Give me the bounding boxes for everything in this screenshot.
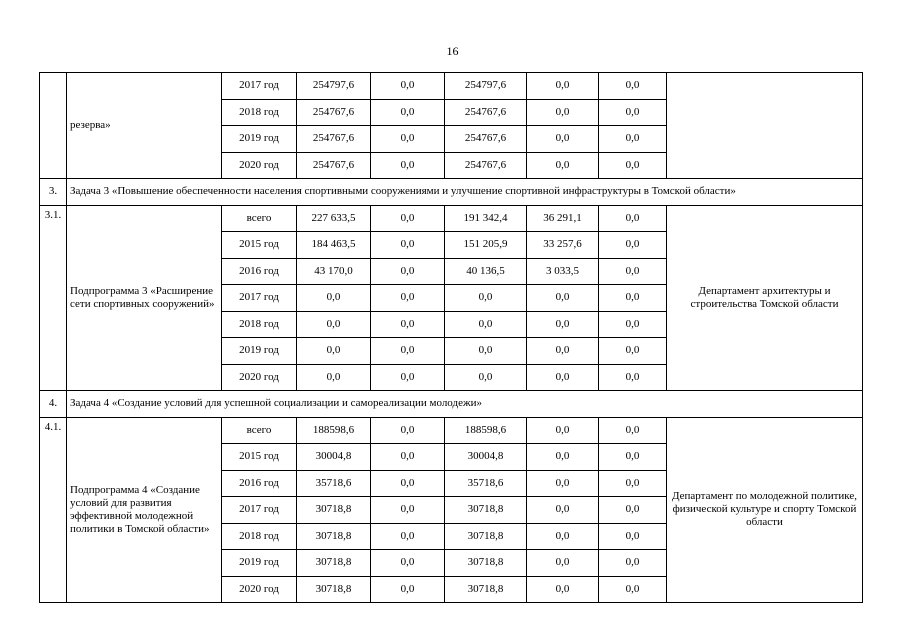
year-cell: 2016 год [222, 258, 297, 285]
extra-cell: 0,0 [599, 232, 667, 259]
year-cell: 2017 год [222, 497, 297, 524]
regional-cell: 0,0 [445, 364, 527, 391]
total-cell: 43 170,0 [297, 258, 371, 285]
extra-cell: 0,0 [599, 417, 667, 444]
section-row [40, 179, 863, 206]
local-cell: 0,0 [527, 497, 599, 524]
total-cell: 35718,6 [297, 470, 371, 497]
regional-cell: 0,0 [445, 311, 527, 338]
year-cell: 2017 год [222, 73, 297, 100]
local-cell: 0,0 [527, 470, 599, 497]
total-cell: 227 633,5 [297, 205, 371, 232]
extra-cell: 0,0 [599, 99, 667, 126]
table-row [40, 417, 863, 444]
regional-cell: 35718,6 [445, 470, 527, 497]
extra-cell: 0,0 [599, 576, 667, 603]
local-cell: 0,0 [527, 73, 599, 100]
regional-cell: 30718,8 [445, 497, 527, 524]
extra-cell: 0,0 [599, 364, 667, 391]
total-cell: 254767,6 [297, 99, 371, 126]
extra-cell: 0,0 [599, 311, 667, 338]
federal-cell: 0,0 [371, 523, 445, 550]
item-number: 4.1. [40, 417, 67, 603]
local-cell: 0,0 [527, 152, 599, 179]
extra-cell: 0,0 [599, 444, 667, 471]
section-number: 3. [40, 179, 67, 206]
federal-cell: 0,0 [371, 550, 445, 577]
year-cell: 2017 год [222, 285, 297, 312]
total-cell: 0,0 [297, 364, 371, 391]
federal-cell: 0,0 [371, 417, 445, 444]
extra-cell: 0,0 [599, 523, 667, 550]
year-cell: 2019 год [222, 550, 297, 577]
page-number: 16 [446, 44, 459, 58]
year-cell: всего [222, 417, 297, 444]
budget-table [39, 72, 863, 603]
regional-cell: 40 136,5 [445, 258, 527, 285]
item-name: Подпрограмма 4 «Создание условий для развития эффективной молодежной политики в Томской области» [67, 417, 222, 603]
extra-cell: 0,0 [599, 338, 667, 365]
federal-cell: 0,0 [371, 364, 445, 391]
regional-cell: 0,0 [445, 338, 527, 365]
extra-cell: 0,0 [599, 285, 667, 312]
federal-cell: 0,0 [371, 99, 445, 126]
regional-cell: 191 342,4 [445, 205, 527, 232]
section-title: Задача 4 «Создание условий для успешной социализации и самореализации молодежи» [67, 391, 863, 418]
local-cell: 0,0 [527, 417, 599, 444]
federal-cell: 0,0 [371, 311, 445, 338]
federal-cell: 0,0 [371, 205, 445, 232]
local-cell: 0,0 [527, 126, 599, 153]
local-cell: 0,0 [527, 99, 599, 126]
total-cell: 0,0 [297, 311, 371, 338]
year-cell: 2018 год [222, 523, 297, 550]
year-cell: 2015 год [222, 232, 297, 259]
total-cell: 0,0 [297, 338, 371, 365]
regional-cell: 254767,6 [445, 152, 527, 179]
federal-cell: 0,0 [371, 285, 445, 312]
local-cell: 0,0 [527, 550, 599, 577]
federal-cell: 0,0 [371, 126, 445, 153]
regional-cell: 188598,6 [445, 417, 527, 444]
regional-cell: 30718,8 [445, 550, 527, 577]
executor-cell [667, 73, 863, 179]
year-cell: 2019 год [222, 126, 297, 153]
regional-cell: 151 205,9 [445, 232, 527, 259]
federal-cell: 0,0 [371, 232, 445, 259]
extra-cell: 0,0 [599, 152, 667, 179]
local-cell: 0,0 [527, 285, 599, 312]
total-cell: 30004,8 [297, 444, 371, 471]
year-cell: 2019 год [222, 338, 297, 365]
year-cell: 2018 год [222, 99, 297, 126]
federal-cell: 0,0 [371, 152, 445, 179]
section-number: 4. [40, 391, 67, 418]
local-cell: 0,0 [527, 444, 599, 471]
section-row [40, 391, 863, 418]
extra-cell: 0,0 [599, 497, 667, 524]
extra-cell: 0,0 [599, 73, 667, 100]
year-cell: всего [222, 205, 297, 232]
extra-cell: 0,0 [599, 205, 667, 232]
table-row [40, 73, 863, 100]
total-cell: 30718,8 [297, 497, 371, 524]
total-cell: 30718,8 [297, 550, 371, 577]
federal-cell: 0,0 [371, 73, 445, 100]
item-number [40, 73, 67, 179]
federal-cell: 0,0 [371, 576, 445, 603]
year-cell: 2018 год [222, 311, 297, 338]
local-cell: 36 291,1 [527, 205, 599, 232]
year-cell: 2020 год [222, 364, 297, 391]
year-cell: 2020 год [222, 576, 297, 603]
regional-cell: 30718,8 [445, 576, 527, 603]
executor-cell: Департамент по молодежной политике, физической культуре и спорту Томской области [667, 417, 863, 603]
federal-cell: 0,0 [371, 258, 445, 285]
total-cell: 254767,6 [297, 126, 371, 153]
executor-cell: Департамент архитектуры и строительства Томской области [667, 205, 863, 391]
extra-cell: 0,0 [599, 258, 667, 285]
regional-cell: 0,0 [445, 285, 527, 312]
total-cell: 0,0 [297, 285, 371, 312]
table-row [40, 205, 863, 232]
total-cell: 254767,6 [297, 152, 371, 179]
local-cell: 3 033,5 [527, 258, 599, 285]
total-cell: 188598,6 [297, 417, 371, 444]
regional-cell: 30718,8 [445, 523, 527, 550]
regional-cell: 30004,8 [445, 444, 527, 471]
regional-cell: 254767,6 [445, 99, 527, 126]
year-cell: 2015 год [222, 444, 297, 471]
extra-cell: 0,0 [599, 470, 667, 497]
item-name: резерва» [67, 73, 222, 179]
total-cell: 254797,6 [297, 73, 371, 100]
table-body [40, 73, 863, 603]
item-number: 3.1. [40, 205, 67, 391]
federal-cell: 0,0 [371, 444, 445, 471]
local-cell: 0,0 [527, 523, 599, 550]
federal-cell: 0,0 [371, 470, 445, 497]
extra-cell: 0,0 [599, 550, 667, 577]
local-cell: 33 257,6 [527, 232, 599, 259]
local-cell: 0,0 [527, 364, 599, 391]
federal-cell: 0,0 [371, 338, 445, 365]
regional-cell: 254767,6 [445, 126, 527, 153]
local-cell: 0,0 [527, 311, 599, 338]
total-cell: 30718,8 [297, 576, 371, 603]
local-cell: 0,0 [527, 576, 599, 603]
item-name: Подпрограмма 3 «Расширение сети спортивных сооружений» [67, 205, 222, 391]
federal-cell: 0,0 [371, 497, 445, 524]
section-title: Задача 3 «Повышение обеспеченности населения спортивными сооружениями и улучшение спортивной инфраструктуры в Томской области» [67, 179, 863, 206]
total-cell: 184 463,5 [297, 232, 371, 259]
year-cell: 2016 год [222, 470, 297, 497]
local-cell: 0,0 [527, 338, 599, 365]
regional-cell: 254797,6 [445, 73, 527, 100]
year-cell: 2020 год [222, 152, 297, 179]
total-cell: 30718,8 [297, 523, 371, 550]
extra-cell: 0,0 [599, 126, 667, 153]
